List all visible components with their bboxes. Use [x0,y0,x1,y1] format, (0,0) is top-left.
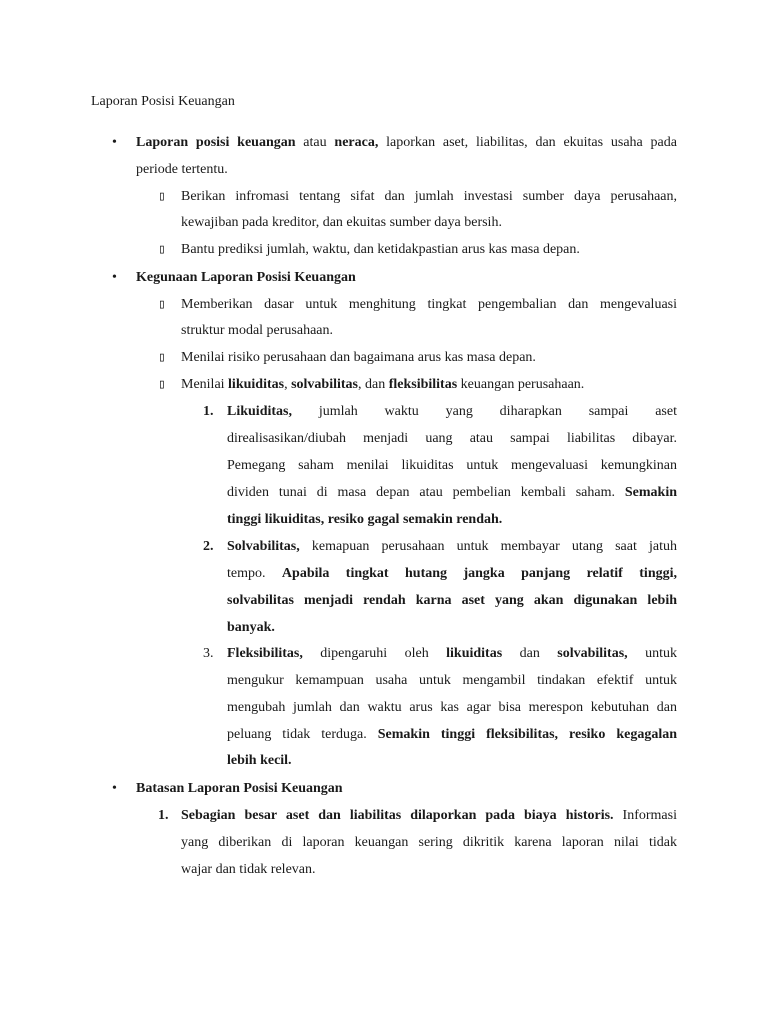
bullet-icon: • [112,135,117,150]
list-number: 1. [203,404,214,419]
square-bullet-icon: ▯ [158,189,166,204]
list-number: 1. [158,808,169,823]
square-bullet-icon: ▯ [158,242,166,257]
fleksibilitas-line4: peluang tidak terduga. Semakin tinggi fleksibilitas, resiko kegagalan [227,727,678,742]
likuiditas-line3: Pemegang saham menilai likuiditas untuk mengevaluasi kemungkinan [227,458,677,473]
square-bullet-icon: ▯ [158,297,166,312]
fleksibilitas-line2: mengukur kemampuan usaha untuk mengambil tindakan efektif untuk [227,673,677,688]
list-number: 3. [203,646,214,661]
document-title: Laporan Posisi Keuangan [91,94,235,109]
sec2-heading: Kegunaan Laporan Posisi Keuangan [136,270,356,285]
fleksibilitas-line5: lebih kecil. [227,753,292,768]
sec2-sub3: Menilai likuiditas, solvabilitas, dan fleksibilitas keuangan perusahaan. [181,377,585,392]
solvabilitas-line2: tempo. Apabila tingkat hutang jangka panjang relatif tinggi, [227,566,677,581]
sec1-sub2: Bantu prediksi jumlah, waktu, dan ketidakpastian arus kas masa depan. [181,242,580,257]
fleksibilitas-line1: Fleksibilitas, dipengaruhi oleh likuiditas dan solvabilitas, untuk [227,646,677,661]
sec1-sub1-line1: Berikan infromasi tentang sifat dan jumlah investasi sumber daya perusahaan, [181,189,677,204]
bullet-icon: • [112,270,117,285]
sec3-heading: Batasan Laporan Posisi Keuangan [136,781,343,796]
batasan-line3: wajar dan tidak relevan. [181,862,316,877]
solvabilitas-line4: banyak. [227,620,275,635]
sec1-sub1-line2: kewajiban pada kreditor, dan ekuitas sumber daya bersih. [181,215,502,230]
sec1-line1: Laporan posisi keuangan atau neraca, laporkan aset, liabilitas, dan ekuitas usaha pada [136,135,677,150]
bullet-icon: • [112,781,117,796]
batasan-line2: yang diberikan di laporan keuangan sering dikritik karena laporan nilai tidak [181,835,677,850]
likuiditas-line1: Likuiditas, jumlah waktu yang diharapkan sampai aset [227,404,677,419]
square-bullet-icon: ▯ [158,377,166,392]
square-bullet-icon: ▯ [158,350,166,365]
fleksibilitas-line3: mengubah jumlah dan waktu arus kas agar bisa merespon kebutuhan dan [227,700,677,715]
likuiditas-line5: tinggi likuiditas, resiko gagal semakin rendah. [227,512,503,527]
likuiditas-line4: dividen tunai di masa depan atau pembelian kembali saham. Semakin [227,485,677,500]
batasan-line1: Sebagian besar aset dan liabilitas dilaporkan pada biaya historis. Informasi [181,808,677,823]
likuiditas-line2: direalisasikan/diubah menjadi uang atau sampai liabilitas dibayar. [227,431,677,446]
sec2-sub1-line2: struktur modal perusahaan. [181,323,334,338]
sec1-line2: periode tertentu. [136,162,228,177]
sec2-sub1-line1: Memberikan dasar untuk menghitung tingkat pengembalian dan mengevaluasi [181,297,677,312]
solvabilitas-line3: solvabilitas menjadi rendah karna aset yang akan digunakan lebih [227,593,677,608]
sec2-sub2: Menilai risiko perusahaan dan bagaimana arus kas masa depan. [181,350,536,365]
solvabilitas-line1: Solvabilitas, kemapuan perusahaan untuk membayar utang saat jatuh [227,539,677,554]
list-number: 2. [203,539,214,554]
